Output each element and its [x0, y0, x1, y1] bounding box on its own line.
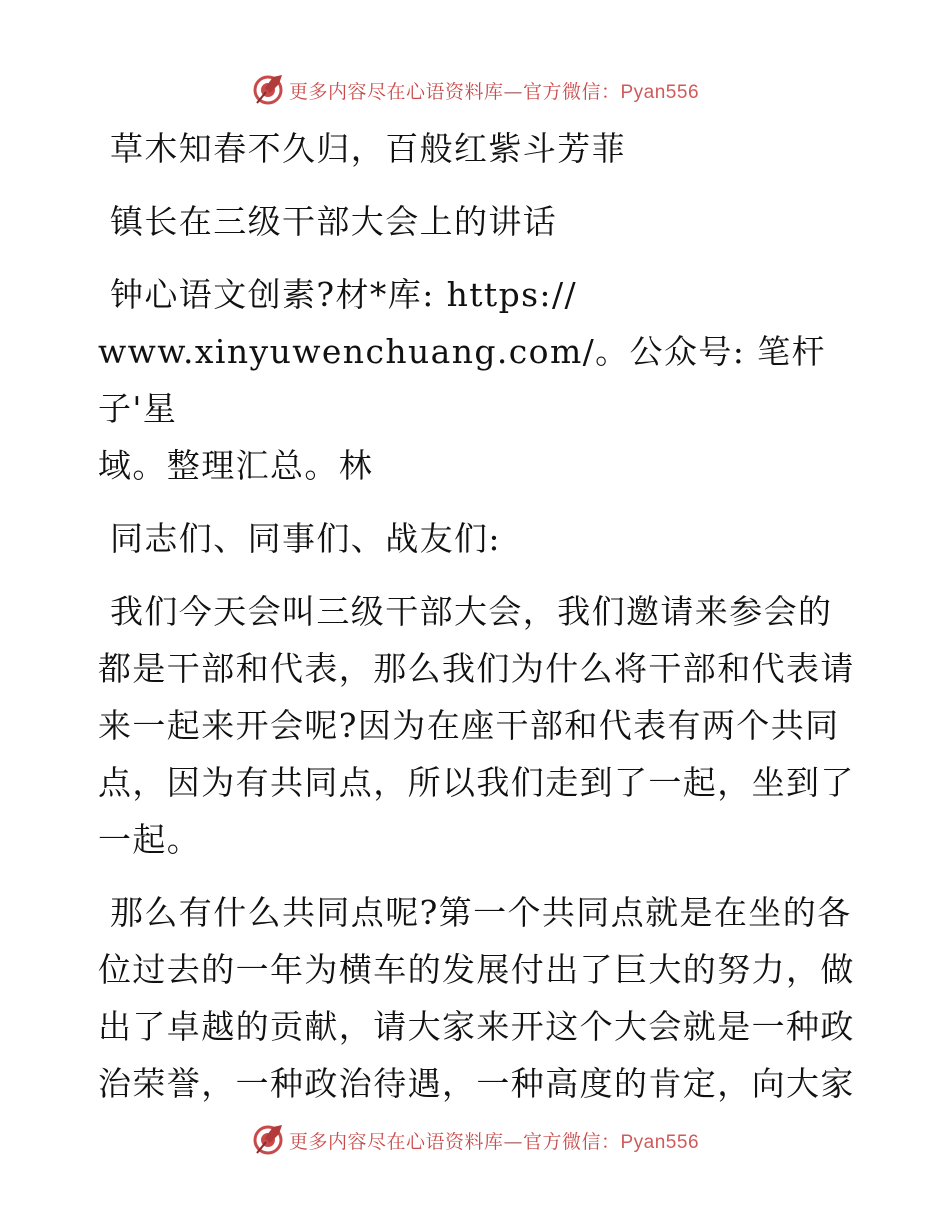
footer-banner-cn: 更多内容尽在心语资料库: [288, 1130, 504, 1153]
paragraph-2: 那么有什么共同点呢?第一个共同点就是在坐的各 位过去的一年为横车的发展付出了巨大的努力，做 出了卓越的贡献，请大家来开这个大会就是一种政 治荣誉，一种政治待遇，一种高度的肯定，向大家: [98, 893, 855, 1103]
header-banner-text: [289, 77, 699, 104]
footer-banner: [0, 1120, 950, 1160]
paragraph-1: 我们今天会叫三级干部大会，我们邀请来参会的 都是干部和代表，那么我们为什么将干部和代表请 来一起来开会呢?因为在座干部和代表有两个共同 点，因为有共同点，所以我们走到了一起，坐到了 一起。: [98, 592, 855, 859]
header-banner-wechat-id: Pyan556: [620, 81, 700, 103]
quill-pen-logo-icon: [251, 1123, 285, 1157]
source-line: 钟心语文创素?材*库: https:// www.xinyuwenchuang.com/。公众号: 笔杆子'星 域。整理汇总。林: [98, 275, 826, 485]
speech-title: 镇长在三级干部大会上的讲话: [110, 202, 558, 241]
header-banner-wechat-label: 官方微信：: [522, 80, 621, 103]
footer-banner-separator: —: [503, 1130, 523, 1153]
poem-line: 草木知春不久归，百般红紫斗芳菲: [110, 129, 626, 168]
header-banner: [0, 70, 950, 110]
header-banner-separator: —: [503, 80, 523, 103]
footer-banner-wechat-id: Pyan556: [620, 1131, 700, 1153]
quill-pen-logo-icon: [251, 73, 285, 107]
footer-banner-text: [289, 1127, 699, 1154]
document-body: [98, 120, 858, 1128]
header-banner-cn: 更多内容尽在心语资料库: [288, 80, 504, 103]
footer-banner-wechat-label: 官方微信：: [522, 1130, 621, 1153]
greeting: 同志们、同事们、战友们:: [110, 519, 501, 558]
